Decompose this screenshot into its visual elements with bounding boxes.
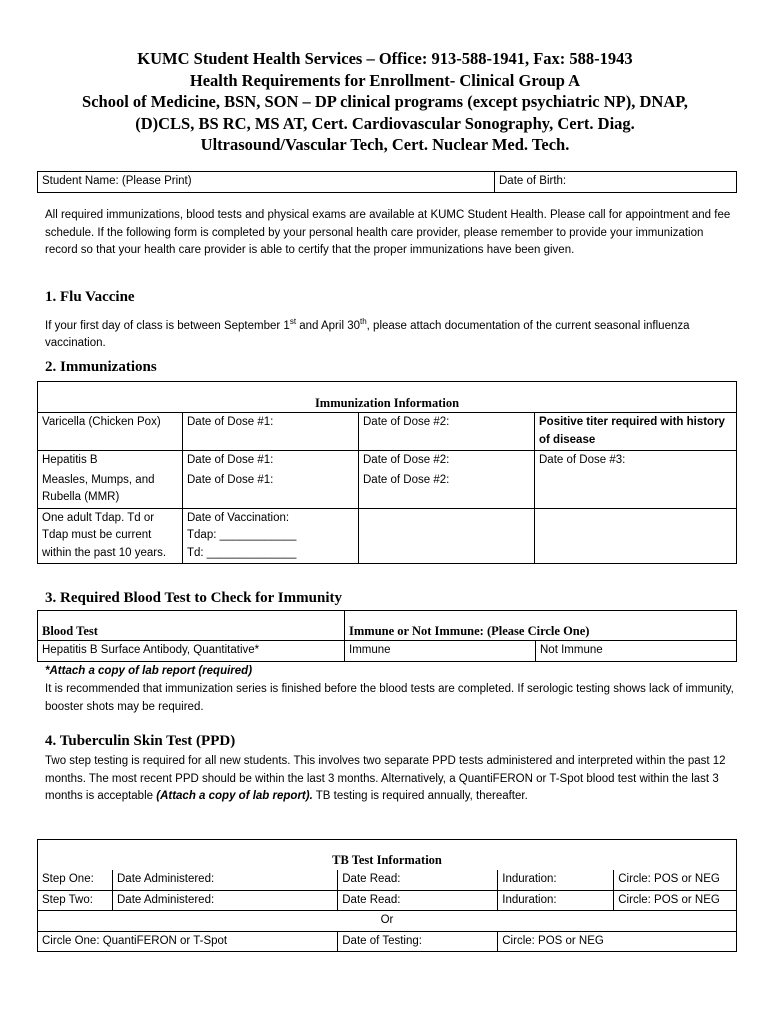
student-info-table — [37, 171, 737, 193]
date-of-birth-field[interactable]: Date of Birth: — [495, 172, 737, 193]
hepb-antibody-label: Hepatitis B Surface Antibody, Quantitative* — [38, 641, 345, 662]
step-two-date-admin[interactable]: Date Administered: — [113, 890, 338, 911]
tdap-field[interactable]: Tdap: ____________ — [187, 529, 297, 541]
immune-col-header: Immune or Not Immune: (Please Circle One) — [345, 611, 737, 641]
quantiferon-option[interactable]: Circle One: QuantiFERON or T-Spot — [38, 931, 338, 952]
varicella-label: Varicella (Chicken Pox) — [38, 413, 183, 451]
blood-test-table — [37, 610, 737, 662]
tb-heading: 4. Tuberculin Skin Test (PPD) — [45, 733, 236, 749]
step-two-induration[interactable]: Induration: — [498, 890, 614, 911]
title-line: (D)CLS, BS RC, MS AT, Cert. Cardiovascular Sonography, Cert. Diag. — [135, 113, 635, 133]
step-one-induration[interactable]: Induration: — [498, 870, 614, 890]
step-two-date-read[interactable]: Date Read: — [338, 890, 498, 911]
flu-heading: 1. Flu Vaccine — [45, 289, 135, 305]
title-line: Ultrasound/Vascular Tech, Cert. Nuclear Med. Tech. — [200, 135, 570, 154]
varicella-dose2[interactable]: Date of Dose #2: — [359, 413, 535, 451]
title-line: School of Medicine, BSN, SON – DP clinical programs (except psychiatric NP), DNAP, — [82, 92, 688, 111]
step-two-result[interactable]: Circle: POS or NEG — [614, 890, 737, 911]
or-divider: Or — [38, 911, 737, 932]
blood-test-col-header: Blood Test — [38, 611, 345, 641]
mmr-empty-cell — [535, 471, 737, 509]
tb-paragraph — [45, 753, 735, 806]
flu-text-a: If your first day of class is between September 1 — [45, 319, 290, 332]
immune-option[interactable]: Immune — [345, 641, 536, 662]
title-line: Health Requirements for Enrollment- Clinical Group A — [189, 70, 581, 90]
tdap-dates[interactable] — [183, 508, 359, 564]
flu-text-b: and April 30 — [296, 319, 360, 332]
flu-sup-a: st — [289, 317, 297, 326]
not-immune-option[interactable]: Not Immune — [536, 641, 737, 662]
step-two-label: Step Two: — [38, 890, 113, 911]
immunization-table — [37, 381, 737, 564]
tdap-vacc-label: Date of Vaccination: — [187, 511, 290, 524]
title-line: KUMC Student Health Services – Office: 913-588-1941, Fax: 588-1943 — [137, 49, 633, 68]
recommend-paragraph: It is recommended that immunization series is finished before the blood tests are completed. If serologic testing shows lack of immunity, booster shots may be required. — [45, 683, 734, 713]
flu-text-c: , please attach documentation of the current seasonal influenza vaccination. — [45, 319, 690, 350]
page-title — [20, 48, 750, 156]
tdap-empty-cell — [359, 508, 535, 564]
mmr-label: Measles, Mumps, and Rubella (MMR) — [38, 471, 183, 509]
tdap-empty-cell — [535, 508, 737, 564]
step-one-result[interactable]: Circle: POS or NEG — [614, 870, 737, 890]
tb-text-c: TB testing is required annually, thereafter. — [312, 790, 528, 802]
mmr-dose1[interactable]: Date of Dose #1: — [183, 471, 359, 509]
immunizations-heading: 2. Immunizations — [45, 359, 157, 375]
intro-paragraph: All required immunizations, blood tests and physical exams are available at KUMC Student Health. Please call for appointment and fee schedule. If the following form is completed by your personal health care provider, please remember to provide your immunization record so that your health care provider is able to certify that the proper immunizations have been given. — [45, 209, 731, 256]
tb-text-a: Two step testing is required for all new students. This involves two separate PPD tests administered and interpreted within the past 12 months. The most recent PPD should be within the last 3 months. Alternatively, a QuantiFERON or T-Spot blood test within the last 3 months is acceptable — [45, 755, 726, 802]
flu-paragraph — [45, 313, 735, 353]
immunization-table-title: Immunization Information — [38, 382, 737, 413]
blood-test-heading: 3. Required Blood Test to Check for Immunity — [45, 590, 342, 606]
step-one-date-read[interactable]: Date Read: — [338, 870, 498, 890]
hepb-dose2[interactable]: Date of Dose #2: — [359, 451, 535, 471]
lab-report-note: *Attach a copy of lab report (required) — [45, 665, 253, 677]
blood-test-result[interactable]: Circle: POS or NEG — [498, 931, 737, 952]
hepb-dose3[interactable]: Date of Dose #3: — [535, 451, 737, 471]
tb-table-title: TB Test Information — [38, 840, 737, 871]
mmr-dose2[interactable]: Date of Dose #2: — [359, 471, 535, 509]
tb-table — [37, 839, 737, 952]
date-of-testing-field[interactable]: Date of Testing: — [338, 931, 498, 952]
step-one-date-admin[interactable]: Date Administered: — [113, 870, 338, 890]
hepb-label: Hepatitis B — [38, 451, 183, 471]
step-one-label: Step One: — [38, 870, 113, 890]
hepb-dose1[interactable]: Date of Dose #1: — [183, 451, 359, 471]
varicella-titer-note: Positive titer required with history of disease — [535, 413, 737, 451]
tdap-label: One adult Tdap. Td or Tdap must be current within the past 10 years. — [38, 508, 183, 564]
td-field[interactable]: Td: ______________ — [187, 546, 297, 559]
student-name-field[interactable]: Student Name: (Please Print) — [38, 172, 495, 193]
varicella-dose1[interactable]: Date of Dose #1: — [183, 413, 359, 451]
tb-text-bold: (Attach a copy of lab report). — [156, 790, 313, 802]
flu-sup-b: th — [359, 317, 367, 326]
